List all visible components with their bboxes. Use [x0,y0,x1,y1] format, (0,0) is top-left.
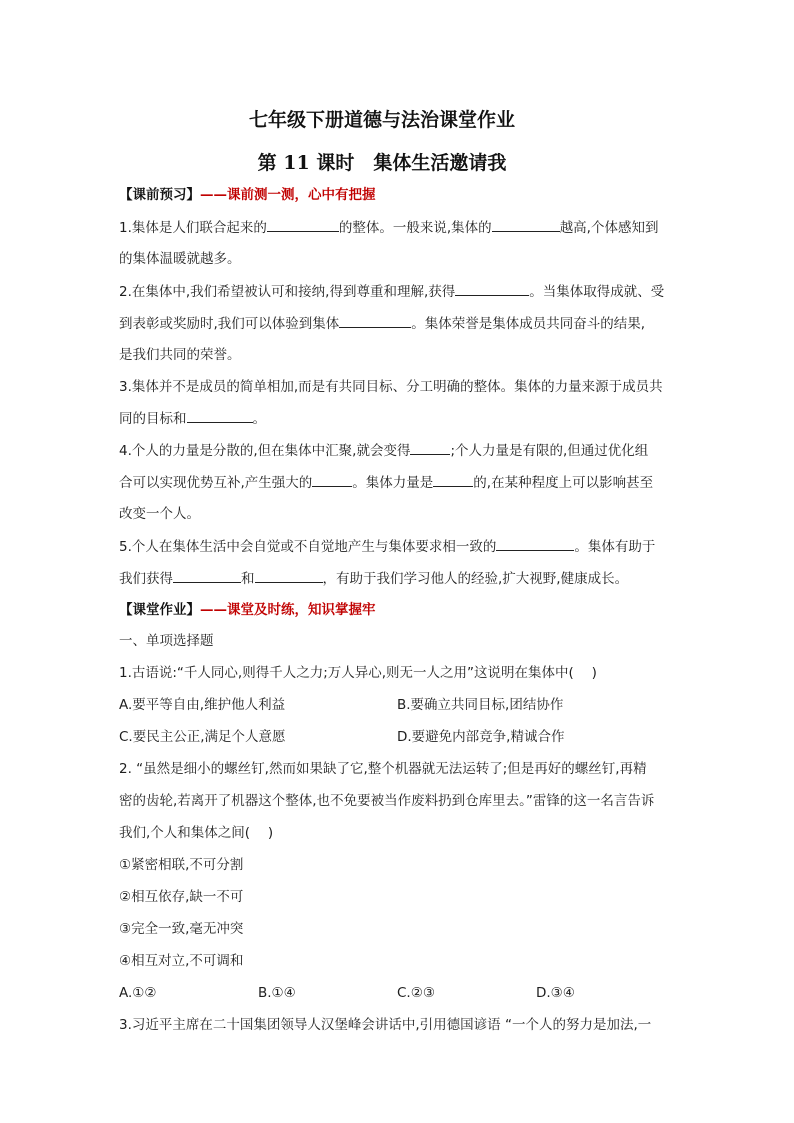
preview-q4-line1 [119,440,679,461]
text-span: 2.在集体中,我们希望被认可和接纳,得到尊重和理解,获得 [119,284,456,300]
answer-blank[interactable] [410,440,450,455]
classwork-q2-line1: 2. “虽然是细小的螺丝钉,然而如果缺了它,整个机器就无法运转了;但是再好的螺丝钉,再精 [119,761,647,777]
classwork-q2-line3: 我们,个人和集体之间( ) [119,825,274,841]
q2-statement-4: ④相互对立,不可调和 [119,953,244,969]
preview-heading [119,185,679,205]
answer-blank[interactable] [255,568,323,583]
text-span: 5.个人在集体生活中会自觉或不自觉地产生与集体要求相一致的 [119,539,497,555]
preview-heading-label: 【课前预习】 [119,187,200,203]
q2-option-b[interactable]: B.①④ [258,985,296,1001]
preview-q5-line1 [119,536,679,557]
preview-q4-line3: 改变一个人。 [119,506,200,522]
text-span: ，有助于我们学习他人的经验,扩大视野,健康成长。 [322,571,629,587]
classwork-q3-line1: 3.习近平主席在二十国集团领导人汉堡峰会讲话中,引用德国谚语 “一个人的努力是加法,一 [119,1017,652,1033]
answer-blank[interactable] [187,408,253,423]
q2-option-d[interactable]: D.③④ [536,985,575,1001]
q2-statement-2: ②相互依存,缺一不可 [119,889,244,905]
text-span: 到表彰或奖励时,我们可以体验到集体 [119,316,340,332]
answer-blank[interactable] [173,568,241,583]
answer-blank[interactable] [496,536,574,551]
answer-blank[interactable] [267,217,339,232]
q1-option-c[interactable]: C.要民主公正,满足个人意愿 [119,729,286,745]
answer-blank[interactable] [433,472,473,487]
classwork-q2-line2: 密的齿轮,若离开了机器这个整体,也不免要被当作废料扔到仓库里去。”雷锋的这一名言告诉 [119,793,655,809]
q1-option-a[interactable]: A.要平等自由,维护他人利益 [119,697,286,713]
text-span: 。当集体取得成就、受 [529,284,665,300]
text-span: 4.个人的力量是分散的,但在集体中汇聚,就会变得 [119,443,411,459]
text-span: 和 [241,571,255,587]
preview-q2-line1 [119,281,679,302]
text-span: 同的目标和 [119,411,187,427]
preview-q4-line2 [119,472,679,493]
classwork-subheading: ——课堂及时练，知识掌握牢 [200,602,376,618]
text-span: 。集体荣誉是集体成员共同奋斗的结果, [411,316,646,332]
classwork-heading [119,600,679,620]
q2-statement-3: ③完全一致,毫无冲突 [119,921,244,937]
preview-subheading: ——课前测一测，心中有把握 [200,187,376,203]
text-span: 我们获得 [119,571,173,587]
text-span: 合可以实现优势互补,产生强大的 [119,475,313,491]
text-span: 1.集体是人们联合起来的 [119,220,267,236]
text-span: ;个人力量是有限的,但通过优化组 [450,443,649,459]
text-span: 。集体力量是 [352,475,434,491]
preview-q3-line1: 3.集体并不是成员的简单相加,而是有共同目标、分工明确的整体。集体的力量来源于成员共 [119,379,663,395]
text-span: 的,在某种程度上可以影响甚至 [473,475,654,491]
q1-option-d[interactable]: D.要避免内部竞争,精诚合作 [397,729,565,745]
preview-q2-line3: 是我们共同的荣誉。 [119,347,241,363]
preview-q2-line2 [119,313,679,334]
lesson-title: 第 11 课时 集体生活邀请我 [257,152,507,174]
preview-q5-line2 [119,568,679,589]
classwork-heading-label: 【课堂作业】 [119,602,200,618]
text-span: 。 [252,411,266,427]
preview-q3-line2 [119,408,679,429]
q1-option-b[interactable]: B.要确立共同目标,团结协作 [397,697,564,713]
classwork-q1-stem: 1.古语说:“千人同心,则得千人之力;万人异心,则无一人之用”这说明在集体中( ) [119,665,597,681]
q2-statement-1: ①紧密相联,不可分割 [119,857,244,873]
q2-option-c[interactable]: C.②③ [397,985,435,1001]
text-span: 越高,个体感知到 [559,220,659,236]
answer-blank[interactable] [312,472,352,487]
answer-blank[interactable] [492,217,560,232]
document-title: 七年级下册道德与法治课堂作业 [248,109,515,131]
section-single-choice: 一、单项选择题 [119,633,214,649]
preview-q1-line2: 的集体温暖就越多。 [119,251,241,267]
text-span: 。集体有助于 [574,539,656,555]
answer-blank[interactable] [455,281,529,296]
preview-q1-line1 [119,217,679,238]
text-span: 的整体。一般来说,集体的 [338,220,492,236]
answer-blank[interactable] [339,313,411,328]
q2-option-a[interactable]: A.①② [119,985,157,1001]
